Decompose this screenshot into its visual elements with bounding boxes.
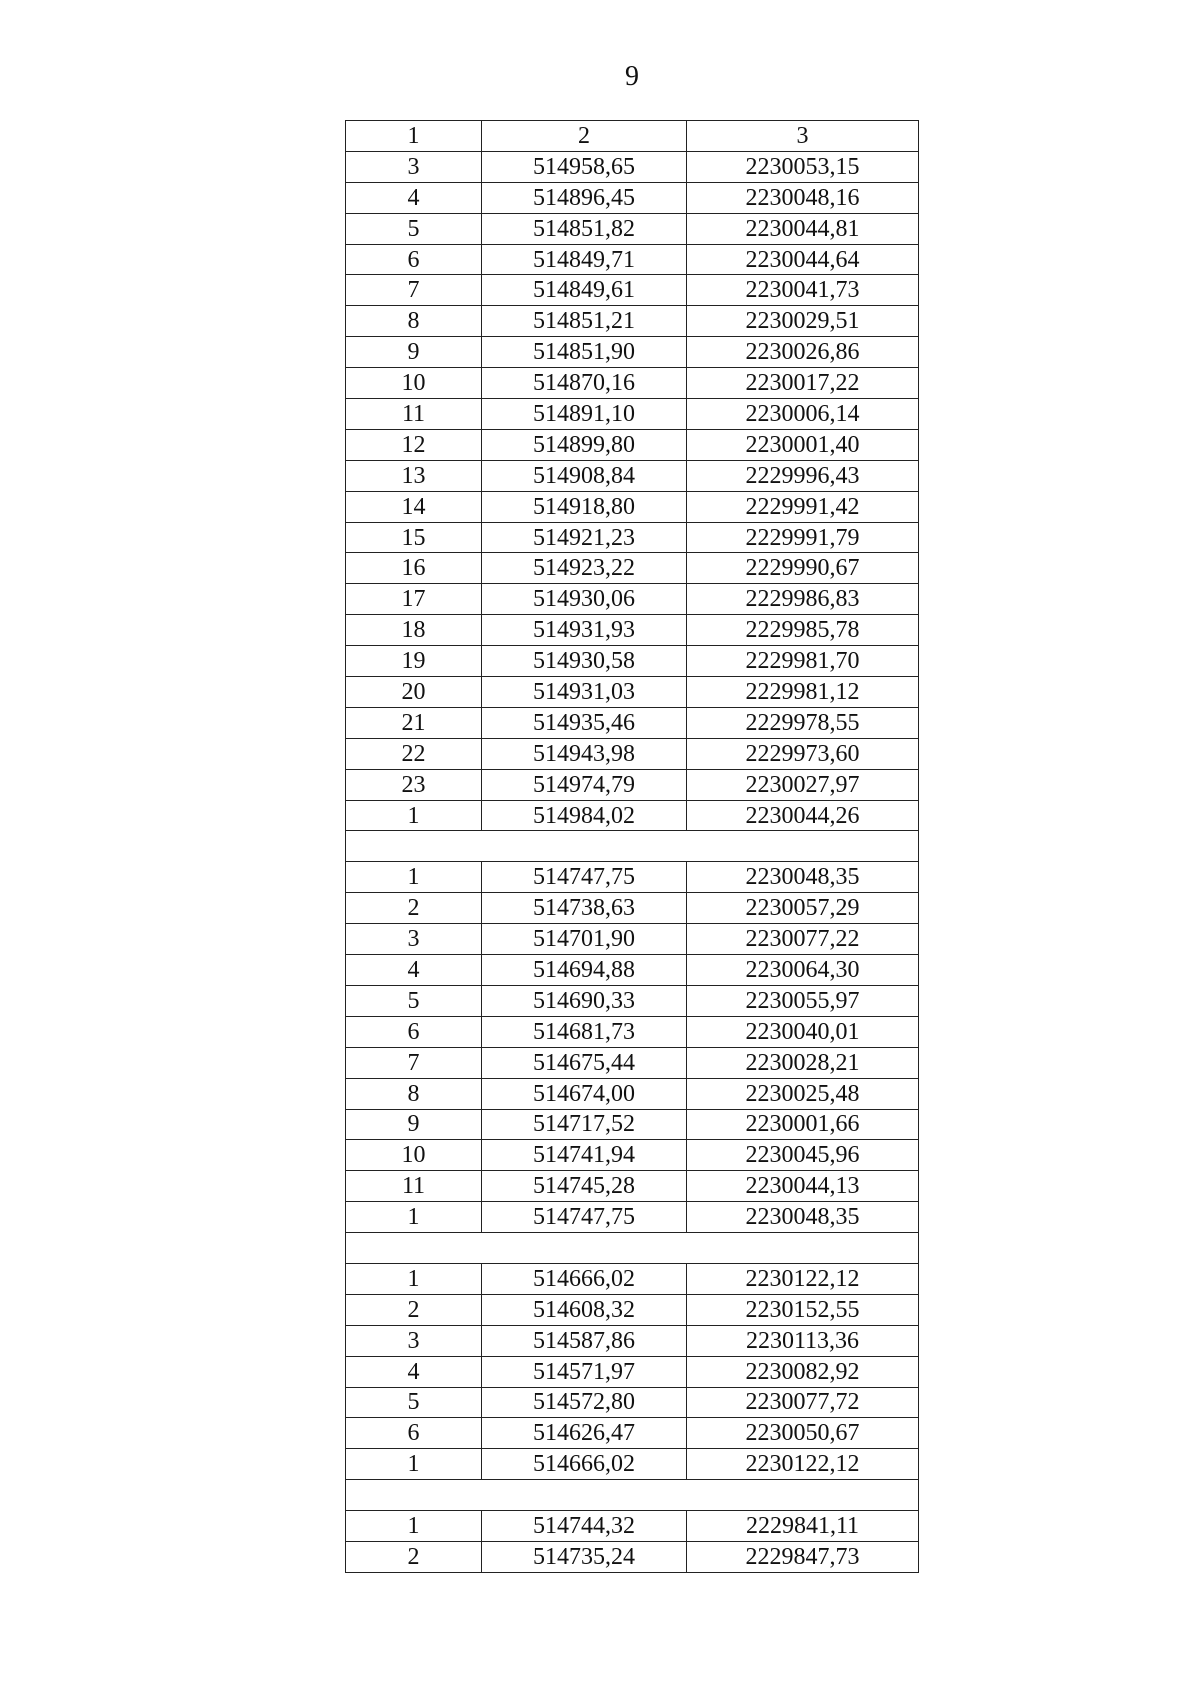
table-row [346, 553, 919, 584]
y-coordinate-cell: 2229986,83 [687, 584, 919, 615]
separator-cell [346, 1233, 919, 1264]
x-coordinate-cell: 514666,02 [482, 1263, 687, 1294]
table-row [346, 924, 919, 955]
table-row [346, 1325, 919, 1356]
y-coordinate-cell: 2230048,16 [687, 182, 919, 213]
point-number-cell: 4 [346, 955, 482, 986]
coordinates-table [345, 120, 919, 1573]
table-row [346, 1202, 919, 1233]
x-coordinate-cell: 514849,71 [482, 244, 687, 275]
table-row [346, 1511, 919, 1542]
y-coordinate-cell: 2230028,21 [687, 1047, 919, 1078]
point-number-cell: 6 [346, 1016, 482, 1047]
y-coordinate-cell: 2230040,01 [687, 1016, 919, 1047]
point-number-cell: 19 [346, 646, 482, 677]
point-number-cell: 21 [346, 707, 482, 738]
point-number-cell: 7 [346, 1047, 482, 1078]
y-coordinate-cell: 2229981,70 [687, 646, 919, 677]
x-coordinate-cell: 514572,80 [482, 1387, 687, 1418]
y-coordinate-cell: 2230044,81 [687, 213, 919, 244]
x-coordinate-cell: 514851,90 [482, 337, 687, 368]
y-coordinate-cell: 2230082,92 [687, 1356, 919, 1387]
point-number-cell: 23 [346, 769, 482, 800]
table-row [346, 615, 919, 646]
separator-cell [346, 831, 919, 862]
x-coordinate-cell: 514690,33 [482, 985, 687, 1016]
point-number-cell: 5 [346, 213, 482, 244]
y-coordinate-cell: 2229991,79 [687, 522, 919, 553]
point-number-cell: 4 [346, 1356, 482, 1387]
table-row [346, 1263, 919, 1294]
x-coordinate-cell: 514738,63 [482, 893, 687, 924]
x-coordinate-cell: 514974,79 [482, 769, 687, 800]
table-row [346, 213, 919, 244]
y-coordinate-cell: 2230048,35 [687, 1202, 919, 1233]
table-row [346, 1047, 919, 1078]
group-separator-row [346, 831, 919, 862]
y-coordinate-cell: 2230055,97 [687, 985, 919, 1016]
x-coordinate-cell: 514608,32 [482, 1294, 687, 1325]
point-number-cell: 14 [346, 491, 482, 522]
point-number-cell: 7 [346, 275, 482, 306]
y-coordinate-cell: 2230027,97 [687, 769, 919, 800]
y-coordinate-cell: 2230122,12 [687, 1263, 919, 1294]
x-coordinate-cell: 514741,94 [482, 1140, 687, 1171]
point-number-cell: 18 [346, 615, 482, 646]
header-cell-point: 1 [346, 121, 482, 152]
x-coordinate-cell: 514744,32 [482, 1511, 687, 1542]
y-coordinate-cell: 2229978,55 [687, 707, 919, 738]
x-coordinate-cell: 514930,06 [482, 584, 687, 615]
x-coordinate-cell: 514851,82 [482, 213, 687, 244]
table-row [346, 862, 919, 893]
point-number-cell: 15 [346, 522, 482, 553]
page-number: 9 [625, 61, 639, 92]
point-number-cell: 1 [346, 862, 482, 893]
point-number-cell: 5 [346, 985, 482, 1016]
point-number-cell: 10 [346, 368, 482, 399]
y-coordinate-cell: 2230017,22 [687, 368, 919, 399]
y-coordinate-cell: 2230064,30 [687, 955, 919, 986]
x-coordinate-cell: 514923,22 [482, 553, 687, 584]
x-coordinate-cell: 514896,45 [482, 182, 687, 213]
x-coordinate-cell: 514694,88 [482, 955, 687, 986]
table-row [346, 893, 919, 924]
y-coordinate-cell: 2230006,14 [687, 399, 919, 430]
table-row [346, 985, 919, 1016]
x-coordinate-cell: 514918,80 [482, 491, 687, 522]
table-row [346, 1016, 919, 1047]
point-number-cell: 5 [346, 1387, 482, 1418]
point-number-cell: 12 [346, 429, 482, 460]
point-number-cell: 8 [346, 1078, 482, 1109]
table-row [346, 182, 919, 213]
x-coordinate-cell: 514891,10 [482, 399, 687, 430]
point-number-cell: 1 [346, 1202, 482, 1233]
point-number-cell: 6 [346, 1418, 482, 1449]
table-row [346, 584, 919, 615]
x-coordinate-cell: 514747,75 [482, 862, 687, 893]
point-number-cell: 2 [346, 893, 482, 924]
y-coordinate-cell: 2229981,12 [687, 677, 919, 708]
y-coordinate-cell: 2229841,11 [687, 1511, 919, 1542]
point-number-cell: 11 [346, 399, 482, 430]
y-coordinate-cell: 2230048,35 [687, 862, 919, 893]
point-number-cell: 3 [346, 151, 482, 182]
y-coordinate-cell: 2230077,72 [687, 1387, 919, 1418]
point-number-cell: 9 [346, 1109, 482, 1140]
point-number-cell: 16 [346, 553, 482, 584]
x-coordinate-cell: 514626,47 [482, 1418, 687, 1449]
x-coordinate-cell: 514681,73 [482, 1016, 687, 1047]
x-coordinate-cell: 514675,44 [482, 1047, 687, 1078]
table-body [346, 151, 919, 1572]
x-coordinate-cell: 514851,21 [482, 306, 687, 337]
table-row [346, 429, 919, 460]
y-coordinate-cell: 2230122,12 [687, 1449, 919, 1480]
y-coordinate-cell: 2230044,13 [687, 1171, 919, 1202]
group-separator-row [346, 1233, 919, 1264]
x-coordinate-cell: 514849,61 [482, 275, 687, 306]
table-row [346, 738, 919, 769]
table-row [346, 1387, 919, 1418]
y-coordinate-cell: 2230025,48 [687, 1078, 919, 1109]
table-row [346, 1294, 919, 1325]
table-row [346, 522, 919, 553]
x-coordinate-cell: 514571,97 [482, 1356, 687, 1387]
y-coordinate-cell: 2229990,67 [687, 553, 919, 584]
x-coordinate-cell: 514935,46 [482, 707, 687, 738]
x-coordinate-cell: 514747,75 [482, 1202, 687, 1233]
y-coordinate-cell: 2230029,51 [687, 306, 919, 337]
point-number-cell: 3 [346, 924, 482, 955]
y-coordinate-cell: 2230044,26 [687, 800, 919, 831]
point-number-cell: 1 [346, 1511, 482, 1542]
table-row [346, 707, 919, 738]
y-coordinate-cell: 2230044,64 [687, 244, 919, 275]
table-row [346, 399, 919, 430]
x-coordinate-cell: 514717,52 [482, 1109, 687, 1140]
point-number-cell: 2 [346, 1294, 482, 1325]
x-coordinate-cell: 514587,86 [482, 1325, 687, 1356]
table-header-row [346, 121, 919, 152]
point-number-cell: 3 [346, 1325, 482, 1356]
y-coordinate-cell: 2230053,15 [687, 151, 919, 182]
table-row [346, 275, 919, 306]
y-coordinate-cell: 2230113,36 [687, 1325, 919, 1356]
y-coordinate-cell: 2230026,86 [687, 337, 919, 368]
x-coordinate-cell: 514958,65 [482, 151, 687, 182]
table-row [346, 1356, 919, 1387]
y-coordinate-cell: 2229991,42 [687, 491, 919, 522]
y-coordinate-cell: 2230050,67 [687, 1418, 919, 1449]
x-coordinate-cell: 514674,00 [482, 1078, 687, 1109]
table-row [346, 1541, 919, 1572]
header-cell-y: 3 [687, 121, 919, 152]
x-coordinate-cell: 514984,02 [482, 800, 687, 831]
x-coordinate-cell: 514908,84 [482, 460, 687, 491]
point-number-cell: 8 [346, 306, 482, 337]
x-coordinate-cell: 514943,98 [482, 738, 687, 769]
point-number-cell: 20 [346, 677, 482, 708]
table-row [346, 1418, 919, 1449]
point-number-cell: 2 [346, 1541, 482, 1572]
table-row [346, 1171, 919, 1202]
x-coordinate-cell: 514745,28 [482, 1171, 687, 1202]
table-row [346, 646, 919, 677]
table-row [346, 677, 919, 708]
point-number-cell: 9 [346, 337, 482, 368]
x-coordinate-cell: 514735,24 [482, 1541, 687, 1572]
point-number-cell: 22 [346, 738, 482, 769]
point-number-cell: 11 [346, 1171, 482, 1202]
y-coordinate-cell: 2229973,60 [687, 738, 919, 769]
point-number-cell: 1 [346, 1263, 482, 1294]
point-number-cell: 1 [346, 800, 482, 831]
point-number-cell: 13 [346, 460, 482, 491]
y-coordinate-cell: 2229985,78 [687, 615, 919, 646]
table-row [346, 955, 919, 986]
y-coordinate-cell: 2230077,22 [687, 924, 919, 955]
y-coordinate-cell: 2230001,40 [687, 429, 919, 460]
y-coordinate-cell: 2229996,43 [687, 460, 919, 491]
x-coordinate-cell: 514666,02 [482, 1449, 687, 1480]
y-coordinate-cell: 2230152,55 [687, 1294, 919, 1325]
table-row [346, 368, 919, 399]
y-coordinate-cell: 2229847,73 [687, 1541, 919, 1572]
point-number-cell: 1 [346, 1449, 482, 1480]
table-row [346, 151, 919, 182]
table-row [346, 460, 919, 491]
table-row [346, 1109, 919, 1140]
point-number-cell: 4 [346, 182, 482, 213]
x-coordinate-cell: 514870,16 [482, 368, 687, 399]
x-coordinate-cell: 514921,23 [482, 522, 687, 553]
table-row [346, 491, 919, 522]
x-coordinate-cell: 514899,80 [482, 429, 687, 460]
y-coordinate-cell: 2230057,29 [687, 893, 919, 924]
x-coordinate-cell: 514701,90 [482, 924, 687, 955]
x-coordinate-cell: 514931,03 [482, 677, 687, 708]
table-row [346, 306, 919, 337]
header-cell-x: 2 [482, 121, 687, 152]
separator-cell [346, 1480, 919, 1511]
point-number-cell: 10 [346, 1140, 482, 1171]
y-coordinate-cell: 2230041,73 [687, 275, 919, 306]
table-row [346, 337, 919, 368]
point-number-cell: 6 [346, 244, 482, 275]
table-row [346, 1078, 919, 1109]
group-separator-row [346, 1480, 919, 1511]
y-coordinate-cell: 2230001,66 [687, 1109, 919, 1140]
point-number-cell: 17 [346, 584, 482, 615]
table-row [346, 244, 919, 275]
table-row [346, 769, 919, 800]
table-row [346, 1449, 919, 1480]
y-coordinate-cell: 2230045,96 [687, 1140, 919, 1171]
table-row [346, 1140, 919, 1171]
x-coordinate-cell: 514930,58 [482, 646, 687, 677]
x-coordinate-cell: 514931,93 [482, 615, 687, 646]
table-row [346, 800, 919, 831]
